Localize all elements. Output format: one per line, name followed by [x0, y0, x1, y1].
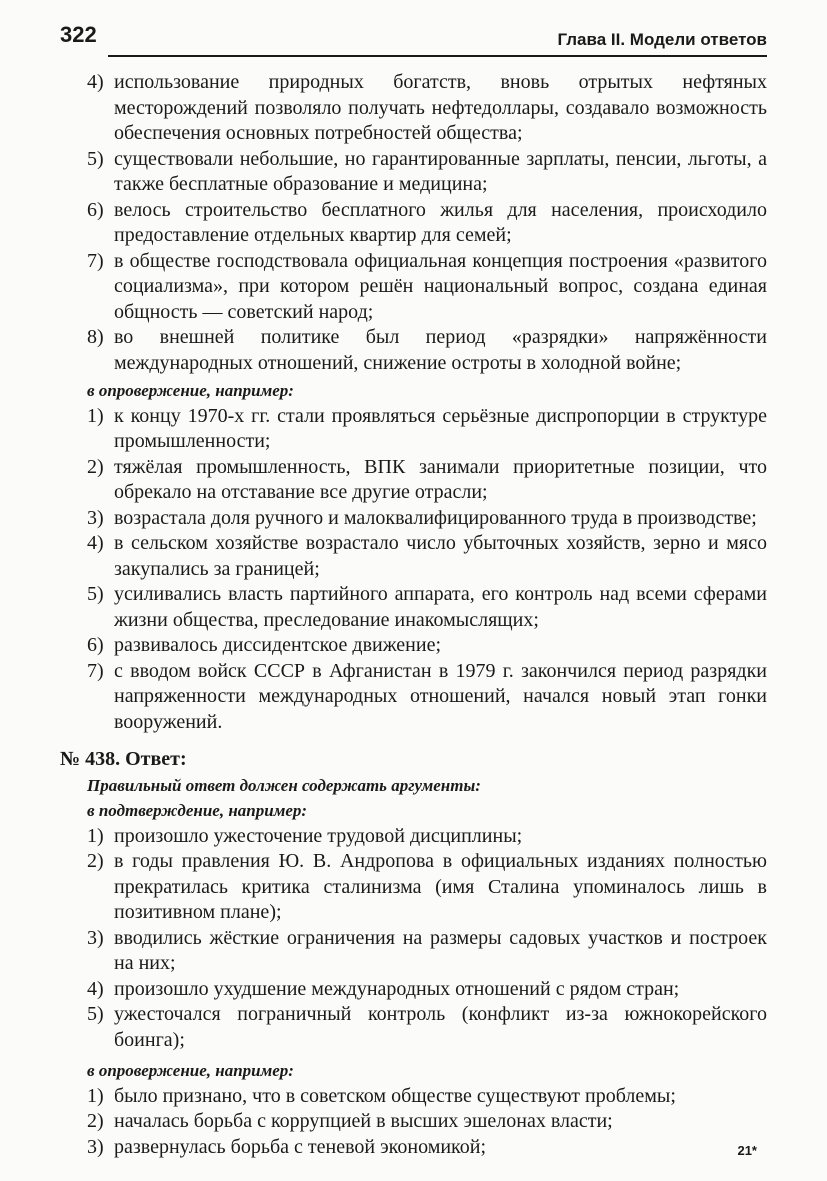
list-item-text: в годы правления Ю. В. Андропова в официальных изданиях полностью прекратилась критика сталинизма (имя Сталина упоминалось лишь в позитивном плане);	[114, 850, 767, 923]
list-item-text: в сельском хозяйстве возрастало число убыточных хозяйств, зерно и мясо закупались за границей;	[114, 532, 767, 580]
answer-requirement: Правильный ответ должен содержать аргументы:	[87, 775, 481, 795]
list-item-number: 2)	[87, 1110, 104, 1132]
list-item-text: ужесточался пограничный контроль (конфликт из-за южнокорейского боинга);	[114, 1003, 767, 1051]
list-item	[60, 198, 767, 249]
list-item	[60, 1109, 767, 1135]
list-item-number: 4)	[87, 532, 104, 554]
list-item-text: возрастала доля ручного и малоквалифицированного труда в производстве;	[114, 506, 757, 529]
list-item	[60, 1135, 767, 1161]
list-item-text: развернулась борьба с теневой экономикой;	[114, 1135, 487, 1158]
list-item-number: 7)	[87, 659, 104, 682]
list-item-number: 5)	[87, 147, 104, 170]
list-item-number: 6)	[87, 198, 104, 221]
list-item	[60, 659, 767, 736]
list-item	[60, 249, 767, 326]
list-item	[60, 325, 767, 376]
list-item	[60, 824, 767, 850]
list-item	[60, 977, 767, 1003]
list-item-text: использование природных богатств, вновь отрытых нефтяных месторождений позволяло получать нефтедоллары, создавало возможность обеспечения основных потребностей общества;	[114, 71, 767, 144]
list-item-number: 7)	[87, 249, 104, 272]
list-item-number: 3)	[87, 506, 104, 529]
list-item-text: было признано, что в советском обществе существуют проблемы;	[114, 1084, 676, 1107]
list-item	[60, 849, 767, 926]
answer-title: № 438. Ответ:	[60, 748, 187, 770]
page-body	[60, 70, 767, 1160]
refute-list	[60, 404, 767, 736]
list-item-text: тяжёлая промышленность, ВПК занимали приоритетные позиции, что обрекало на отставание все другие отрасли;	[114, 455, 767, 503]
list-item-number: 8)	[87, 326, 104, 348]
list-item-number: 4)	[87, 977, 104, 1000]
list-item-number: 2)	[87, 455, 104, 478]
refute-heading-2: в опровержение, например:	[87, 1061, 294, 1080]
list-item	[60, 926, 767, 977]
sheet-signature: 21*	[737, 1143, 757, 1158]
list-item-text: развивалось диссидентское движение;	[114, 634, 442, 656]
list-item-number: 6)	[87, 634, 104, 656]
list-item-text: существовали небольшие, но гарантированные зарплаты, пенсии, льготы, а также бесплатные образование и медицина;	[114, 147, 767, 195]
page-number: 322	[60, 22, 97, 47]
list-item-text: к концу 1970-х гг. стали проявляться серьёзные диспропорции в структуре промышленности;	[114, 404, 767, 452]
list-item-number: 1)	[87, 1084, 104, 1107]
list-item-text: велось строительство бесплатного жилья для населения, происходило предоставление отдельных квартир для семей;	[114, 198, 767, 246]
list-item	[60, 633, 767, 659]
list-item-number: 1)	[87, 824, 104, 847]
list-item-number: 4)	[87, 71, 104, 93]
list-item-text: с вводом войск СССР в Афганистан в 1979 г. закончился период разрядки напряженности международных отношений, начался новый этап гонки вооружений.	[114, 659, 767, 733]
list-item-number: 2)	[87, 850, 104, 872]
list-item	[60, 1084, 767, 1110]
list-item	[60, 531, 767, 582]
list-item-text: в обществе господствовала официальная концепция построения «развитого социализма», при котором решён национальный вопрос, создана единая общность — советский народ;	[114, 249, 767, 323]
list-item	[60, 70, 767, 147]
refute-list-2	[60, 1084, 767, 1161]
confirm-list	[60, 824, 767, 1054]
confirm-heading: в подтверждение, например:	[87, 801, 308, 820]
list-item-text: усиливались власть партийного аппарата, его контроль над всеми сферами жизни общества, преследование инакомыслящих;	[114, 583, 767, 631]
argument-list-continued	[60, 70, 767, 376]
header-rule	[108, 55, 767, 57]
list-item-text: началась борьба с коррупцией в высших эшелонах власти;	[114, 1110, 613, 1132]
list-item-number: 3)	[87, 1135, 104, 1158]
list-item-number: 5)	[87, 1003, 104, 1025]
list-item	[60, 1002, 767, 1053]
list-item-text: во внешней политике был период «разрядки» напряжённости международных отношений, снижение остроты в холодной войне;	[114, 326, 767, 374]
list-item-text: вводились жёсткие ограничения на размеры садовых участков и построек на них;	[114, 926, 767, 974]
list-item-number: 5)	[87, 583, 104, 605]
list-item	[60, 147, 767, 198]
list-item-text: произошло ухудшение международных отношений с рядом стран;	[114, 977, 680, 1000]
list-item	[60, 404, 767, 455]
list-item-text: произошло ужесточение трудовой дисциплины;	[114, 824, 523, 847]
list-item	[60, 455, 767, 506]
list-item-number: 3)	[87, 926, 104, 949]
list-item	[60, 506, 767, 532]
list-item	[60, 582, 767, 633]
running-title: Глава II. Модели ответов	[557, 30, 767, 49]
list-item-number: 1)	[87, 404, 104, 427]
refute-heading: в опровержение, например:	[87, 381, 294, 400]
